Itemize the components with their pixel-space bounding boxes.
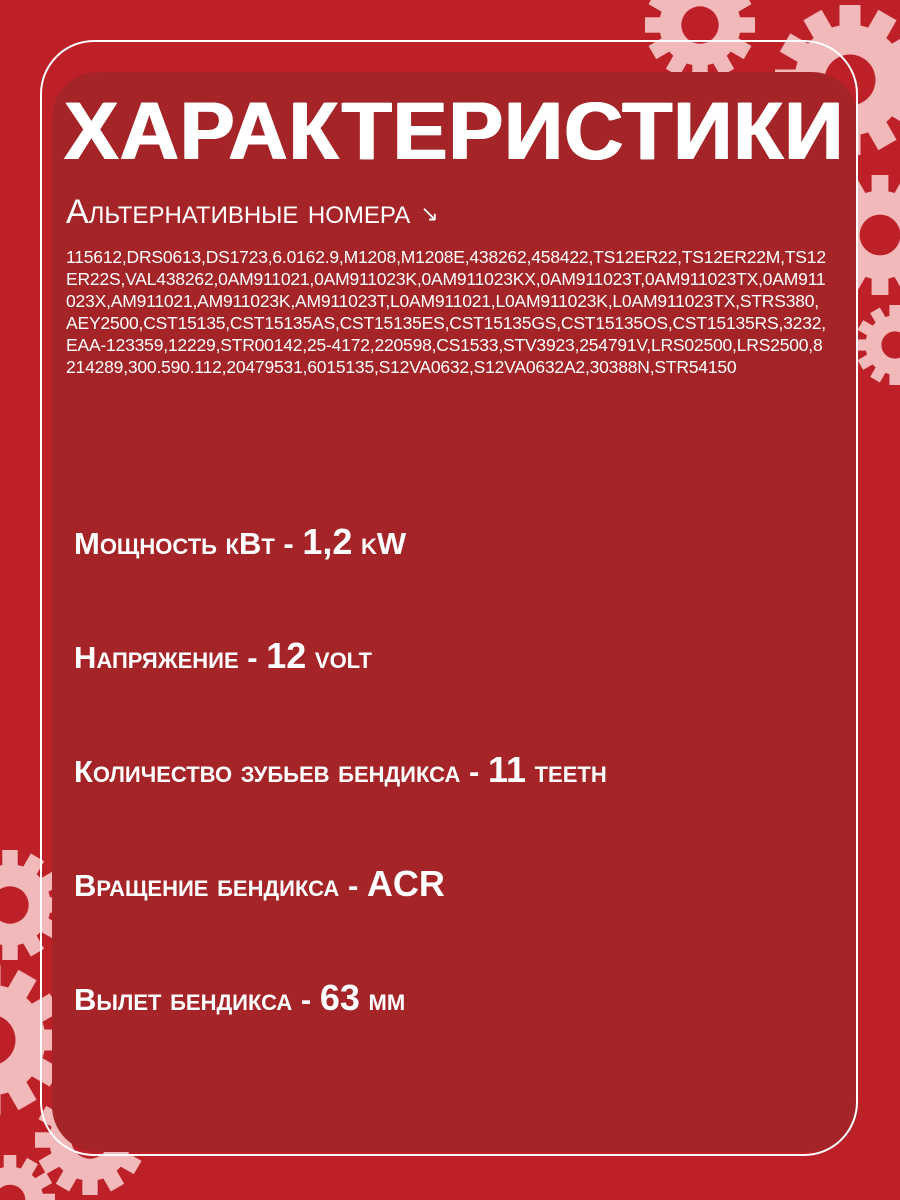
alt-numbers-heading [66,190,439,236]
arrow-down-right-icon: ↘ [420,201,439,227]
spec-value: 1,2 [302,521,353,562]
spec-separator: - [339,868,367,903]
spec-value: 63 [319,977,360,1018]
spec-label: Мощность кВт [74,526,275,561]
spec-rotation [74,864,445,906]
spec-separator: - [238,640,267,675]
spec-label: Вращение бендикса [74,868,340,903]
spec-pinion-offset [74,978,405,1020]
spec-teeth [74,750,607,792]
spec-power [74,522,406,564]
spec-value: 12 [266,635,307,676]
alt-numbers-label: Альтернативные номера [66,193,411,231]
spec-unit: volt [306,640,372,675]
spec-label: Количество зубьев бендикса [74,754,461,789]
spec-separator: - [460,754,488,789]
spec-voltage [74,636,372,678]
spec-value: ACR [366,863,445,904]
page-title: ХАРАКТЕРИСТИКИ [64,86,845,177]
spec-unit: teeth [526,754,607,789]
spec-value: 11 [487,749,526,790]
alt-numbers-list: 115612,DRS0613,DS1723,6.0162.9,M1208,M1208E,438262,458422,TS12ER22,TS12ER22M,TS12ER22S,VAL438262,0AM911021,0AM911023K,0AM911023KX,0AM911023T,0AM911023TX,0AM911023X,AM911021,AM911023K,AM911023T,L0AM911021,L0AM911023K,L0AM911023TX,STRS380,AEY2500,CST15135,CST15135AS,CST15135ES,CST15135GS,CST15135OS,CST15135RS,3232,EAA-123359,12229,STR00142,25-4172,220598,CS1533,STV3923,254791V,LRS02500,LRS2500,8214289,300.590.112,20479531,6015135,S12VA0632,S12VA0632A2,30388N,STR54150 [66,247,826,377]
gear-icon [855,305,900,385]
spec-label: Напряжение [74,640,239,675]
spec-label: Вылет бендикса [74,982,293,1017]
spec-separator: - [274,526,303,561]
spec-unit: kW [352,526,407,561]
spec-separator: - [292,982,320,1017]
spec-unit: мм [359,982,406,1017]
